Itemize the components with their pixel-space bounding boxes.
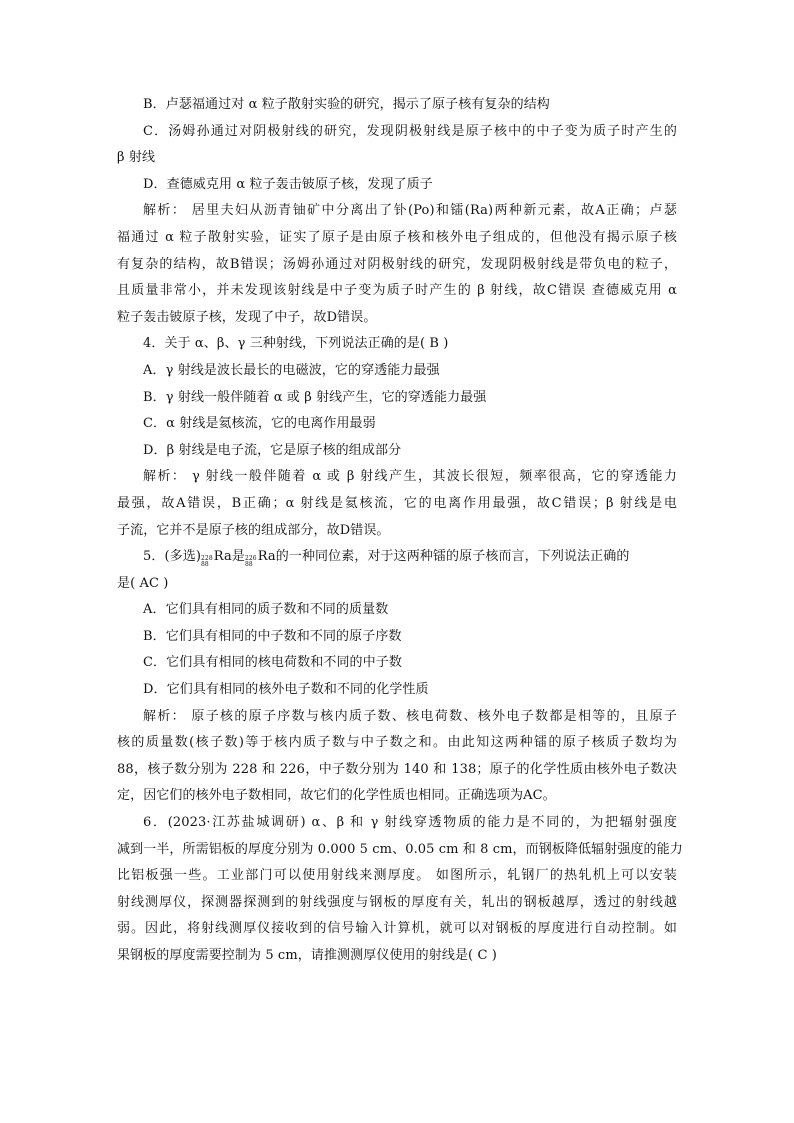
q5-option: B．它们具有相同的中子数和不同的原子序数 [143, 628, 402, 644]
q6-stem-line: 比铝板强一些。工业部门可以使用射线来测厚度。 如图所示，轧钢厂的热轧机上可以安装 [117, 868, 677, 884]
q5-analysis-line: 88，核子数分别为 228 和 226，中子数分别为 140 和 138；原子的化学性质由核外电子数决 [117, 761, 677, 777]
document-page [117, 92, 683, 970]
q3-option-b: B．卢瑟福通过对 α 粒子散射实验的研究，揭示了原子核有复杂的结构 [143, 97, 550, 112]
q5-option: A．它们具有相同的质子数和不同的质量数 [143, 602, 389, 618]
isotope-notation [245, 544, 276, 571]
isotope-symbol: Ra [213, 549, 232, 565]
q6-stem-line: 6．(2023·江苏盐城调研) α、β 和 γ 射线穿透物质的能力是不同的，为把辐射强度 [143, 815, 677, 831]
q5-stem-line1 [117, 544, 677, 571]
q5-option: C．它们具有相同的核电荷数和不同的中子数 [143, 655, 402, 671]
q6-stem-line: 射线测厚仪，探测器探测到的射线强度与钢板的厚度有关，轧出的钢板越厚，透过的射线越 [117, 894, 677, 910]
q3-option-d: D．查德威克用 α 粒子轰击铍原子核，发现了质子 [143, 176, 433, 192]
q5-multi-select-tag: 5．(多选) [143, 549, 202, 565]
q5-stem-suffix: 的一种同位素，对于这两种镭的原子核而言，下列说法正确的 [275, 549, 630, 565]
isotope-atomic-number: 88 [244, 561, 253, 569]
q5-analysis-line: 核的质量数(核子数)等于核内质子数与中子数之和。由此知这两种镭的原子核质子数均为 [117, 735, 677, 751]
q4-analysis-line: 解析： γ 射线一般伴随着 α 或 β 射线产生，其波长很短，频率很高，它的穿透能力 [143, 469, 677, 485]
q5-option: D．它们具有相同的核外电子数和不同的化学性质 [143, 682, 429, 698]
q5-analysis-line: 解析： 原子核的原子序数与核内质子数、核电荷数、核外电子数都是相等的，且原子 [143, 708, 677, 724]
q3-option-c-line2: β 射线 [117, 150, 156, 166]
q4-analysis-line: 最强，故A错误，B正确；α 射线是氦核流，它的电离作用最强，故C错误；β 射线是电 [117, 495, 677, 511]
isotope-symbol: Ra [257, 549, 276, 565]
isotope-atomic-number: 88 [201, 561, 209, 569]
q3-analysis-line: 福通过 α 粒子散射实验，证实了原子是由原子核和核外电子组成的，但他没有揭示原子核 [117, 229, 677, 245]
q4-option: C．α 射线是氦核流，它的电离作用最弱 [143, 416, 376, 432]
q3-analysis-line: 粒子轰击铍原子核，发现了中子，故D错误。 [117, 309, 377, 325]
q4-stem: 4．关于 α、β、γ 三种射线，下列说法正确的是( B ) [143, 336, 449, 352]
q6-stem-line: 果钢板的厚度需要控制为 5 cm，请推测测厚仪使用的射线是( C ) [117, 948, 497, 963]
q5-stem-line2: 是( AC ) [117, 575, 169, 591]
q3-analysis-line: 有复杂的结构，故B错误；汤姆孙通过对阴极射线的研究，发现阴极射线是带负电的粒子， [117, 256, 677, 272]
q4-analysis-line: 子流，它并不是原子核的组成部分，故D错误。 [117, 522, 390, 538]
q4-option: A．γ 射线是波长最长的电磁波，它的穿透能力最强 [143, 362, 440, 378]
isotope-mass-number: 228 [201, 555, 213, 563]
q6-stem-line: 弱。因此，将射线测厚仪接收到的信号输入计算机，就可以对钢板的厚度进行自动控制。如 [117, 921, 677, 937]
q6-stem-line: 减到一半，所需铝板的厚度分别为 0.000 5 cm、0.05 cm 和 8 cm，而钢板降低辐射强度的能力 [117, 841, 683, 857]
q5-analysis-line: 定，因它们的核外电子数相同，故它们的化学性质也相同。正确选项为AC。 [117, 788, 556, 804]
q3-analysis-line: 且质量非常小，并未发现该射线是中子变为质子时产生的 β 射线，故C错误 查德威克用 α [117, 283, 677, 299]
q3-analysis-line: 解析： 居里夫妇从沥青铀矿中分离出了钋(Po)和镭(Ra)两种新元素，故A正确；卢瑟 [143, 203, 677, 219]
isotope-notation [201, 544, 232, 571]
isotope-mass-number: 226 [244, 555, 257, 563]
q3-option-c-line1: C．汤姆孙通过对阴极射线的研究，发现阴极射线是原子核中的中子变为质子时产生的 [143, 123, 677, 139]
q4-option: B．γ 射线一般伴随着 α 或 β 射线产生，它的穿透能力最强 [143, 389, 487, 405]
q4-option: D．β 射线是电子流，它是原子核的组成部分 [143, 442, 402, 458]
q5-stem-middle: 是 [231, 549, 245, 565]
